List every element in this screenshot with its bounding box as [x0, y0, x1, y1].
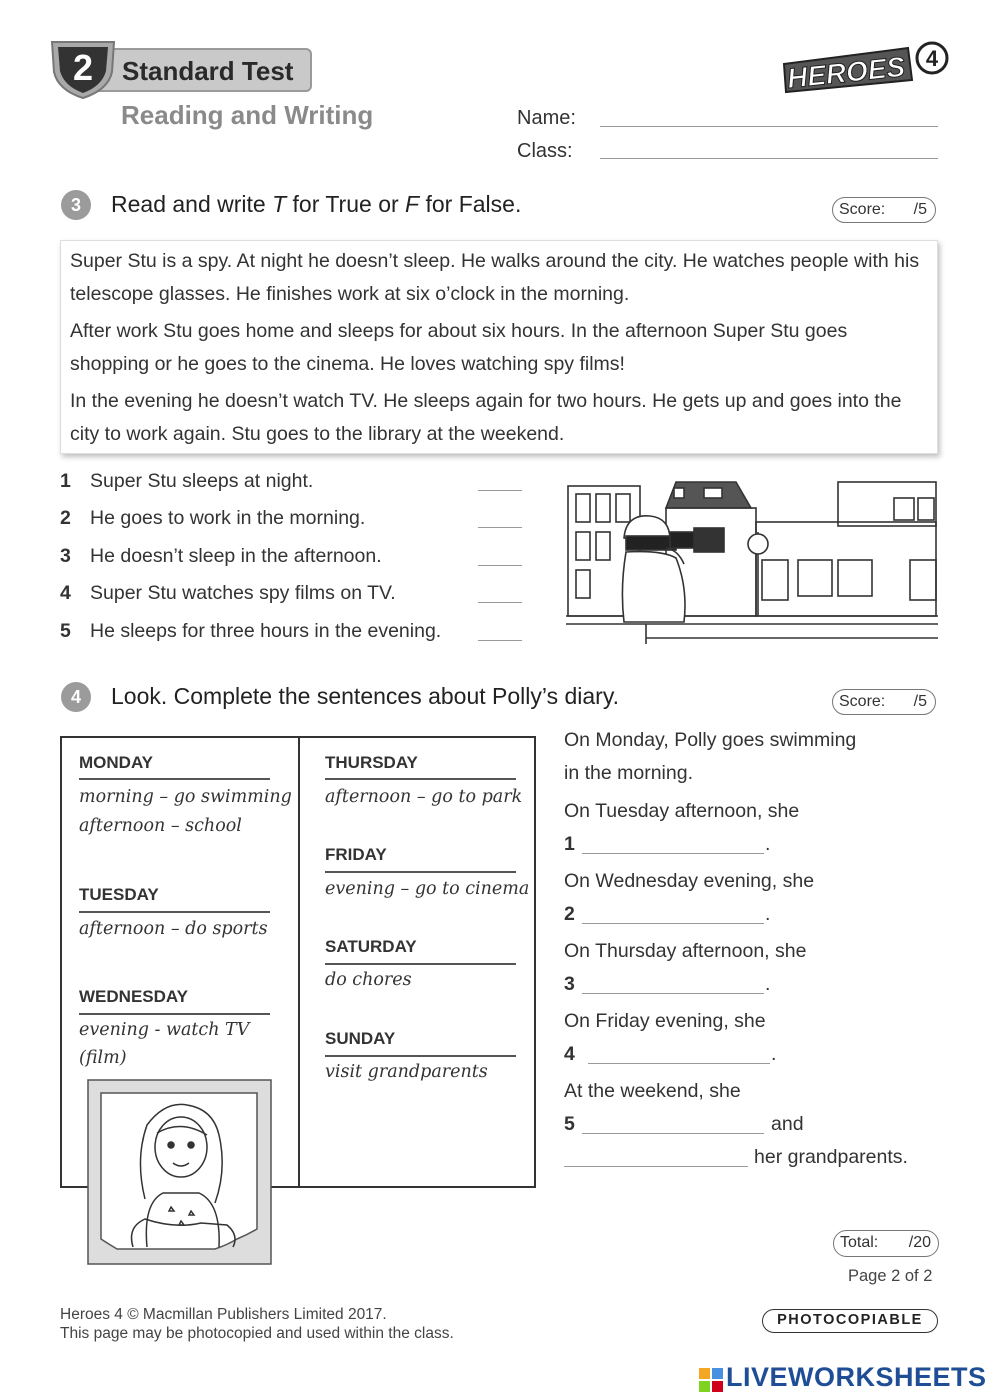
score-label: Score:: [839, 693, 886, 710]
tf-answer-blank[interactable]: [478, 490, 522, 491]
answer-number: 5: [564, 1113, 575, 1135]
prompt-sentence: On Friday evening, she: [564, 1010, 766, 1032]
and-word: and: [771, 1113, 804, 1135]
question-text: He sleeps for three hours in the evening.: [90, 620, 442, 642]
test-number-shield: [50, 38, 116, 100]
title-part: for True or: [286, 191, 406, 217]
question-number: 4: [60, 582, 71, 604]
answer-blank-3[interactable]: [582, 993, 764, 994]
passage-paragraph: In the evening he doesn’t watch TV. He sleeps again for two hours. He gets up and goes into the city to work again. Stu goes to the library at the weekend.: [70, 390, 902, 445]
diary-day-tuesday: TUESDAY: [79, 885, 159, 904]
tf-question: [60, 620, 441, 643]
question-number: 5: [60, 620, 71, 642]
answer-number: 1: [564, 833, 575, 855]
prompt-sentence: On Thursday afternoon, she: [564, 940, 807, 962]
test-title: Standard Test: [122, 56, 294, 86]
example-sentence-line1: On Monday, Polly goes swimming: [564, 729, 857, 751]
divider: [79, 778, 270, 780]
section-3-title: [111, 191, 521, 218]
diary-entry: (film): [79, 1048, 127, 1068]
page-indicator: Page 2 of 2: [848, 1267, 933, 1285]
answer-blank-4[interactable]: [588, 1063, 770, 1064]
photocopiable-badge: PHOTOCOPIABLE: [762, 1309, 938, 1333]
question-text: Super Stu watches spy films on TV.: [90, 582, 396, 604]
divider: [325, 871, 516, 873]
divider: [79, 911, 270, 913]
diary-day-friday: FRIDAY: [325, 845, 387, 864]
example-sentence-line2: in the morning.: [564, 762, 693, 784]
score-value: /5: [913, 693, 927, 710]
answer-number: 2: [564, 903, 575, 925]
diary-day-sunday: SUNDAY: [325, 1029, 396, 1048]
reading-passage: [60, 240, 938, 454]
test-number: 2: [72, 47, 94, 88]
tf-question: [60, 470, 313, 493]
liveworksheets-text: LIVEWORKSHEETS: [726, 1362, 987, 1392]
heroes-logo: [780, 40, 952, 96]
total-score: [833, 1230, 939, 1257]
question-text: He goes to work in the morning.: [90, 507, 366, 529]
tf-answer-blank[interactable]: [478, 640, 522, 641]
answer-blank-1[interactable]: [582, 853, 764, 854]
copyright-line: Heroes 4 © Macmillan Publishers Limited 2017.: [60, 1306, 387, 1323]
prompt-sentence: At the weekend, she: [564, 1080, 741, 1102]
section-3-badge: 3: [61, 190, 91, 220]
section-4-badge: 4: [61, 682, 91, 712]
total-label: Total:: [840, 1234, 879, 1251]
title-part: for False.: [419, 191, 522, 217]
question-number: 2: [60, 507, 71, 529]
section-3-score: [832, 197, 936, 223]
divider: [325, 778, 516, 780]
tf-question: [60, 507, 365, 530]
question-number: 1: [60, 470, 71, 492]
liveworksheets-brand[interactable]: [694, 1361, 994, 1395]
diary-entry: visit grandparents: [325, 1062, 488, 1082]
diary-entry: evening - watch TV: [79, 1020, 250, 1040]
tf-answer-blank[interactable]: [478, 565, 522, 566]
permission-line: This page may be photocopied and used within the class.: [60, 1325, 454, 1342]
period: .: [765, 973, 771, 995]
divider: [79, 1013, 270, 1015]
answer-number: 3: [564, 973, 575, 995]
passage-paragraph: Super Stu is a spy. At night he doesn’t sleep. He walks around the city. He watches people with his telescope glasses. He finishes work at six o’clock in the morning.: [70, 250, 920, 305]
score-label: Score:: [839, 201, 886, 218]
title-part: Read and write: [111, 191, 273, 217]
answer-number: 4: [564, 1043, 575, 1065]
answer-blank-5b[interactable]: [564, 1166, 748, 1167]
diary-entry: afternoon – do sports: [79, 919, 268, 939]
diary-day-saturday: SATURDAY: [325, 937, 417, 956]
question-number: 3: [60, 545, 71, 567]
divider: [325, 963, 516, 965]
class-label: Class:: [517, 140, 573, 162]
diary-day-thursday: THURSDAY: [325, 753, 418, 772]
name-input-line[interactable]: [600, 126, 938, 127]
prompt-sentence: On Tuesday afternoon, she: [564, 800, 800, 822]
prompt-sentence: On Wednesday evening, she: [564, 870, 815, 892]
polly-portrait: [87, 1079, 272, 1265]
diary-day-wednesday: WEDNESDAY: [79, 987, 188, 1006]
total-value: /20: [908, 1234, 931, 1251]
logo-text: HEROES: [785, 50, 907, 95]
diary-entry: afternoon – go to park: [325, 787, 523, 807]
period: .: [765, 903, 771, 925]
question-text: Super Stu sleeps at night.: [90, 470, 314, 492]
answer-blank-5a[interactable]: [582, 1133, 764, 1134]
passage-paragraph: After work Stu goes home and sleeps for about six hours. In the afternoon Super Stu goes shopping or he goes to the cinema. He loves watching spy films!: [70, 320, 848, 375]
diary-entry: morning – go swimming: [79, 787, 292, 807]
liveworksheets-icon: [698, 1367, 724, 1393]
class-input-line[interactable]: [600, 158, 938, 159]
logo-number: 4: [925, 46, 939, 71]
diary-entry: evening – go to cinema: [325, 879, 530, 899]
tf-answer-blank[interactable]: [478, 602, 522, 603]
question-text: He doesn’t sleep in the afternoon.: [90, 545, 382, 567]
test-title-tab: [96, 48, 312, 92]
tf-question: [60, 545, 382, 568]
divider: [325, 1055, 516, 1057]
title-part-f: F: [405, 191, 420, 217]
title-part-t: T: [272, 191, 287, 217]
diary-entry: afternoon – school: [79, 816, 242, 836]
score-value: /5: [913, 201, 927, 218]
period: .: [765, 833, 771, 855]
page-subtitle: Reading and Writing: [121, 100, 374, 130]
name-label: Name:: [517, 107, 576, 129]
period: .: [771, 1043, 777, 1065]
diary-column-divider: [298, 738, 300, 1186]
answer-blank-2[interactable]: [582, 923, 764, 924]
spy-city-illustration: [566, 478, 938, 648]
tf-question: [60, 582, 396, 605]
section-4-score: [832, 689, 936, 715]
diary-entry: do chores: [325, 970, 412, 990]
grandparents-text: her grandparents.: [754, 1146, 908, 1168]
section-4-title: Look. Complete the sentences about Polly’s diary.: [111, 683, 619, 709]
diary-day-monday: MONDAY: [79, 753, 153, 772]
tf-answer-blank[interactable]: [478, 527, 522, 528]
